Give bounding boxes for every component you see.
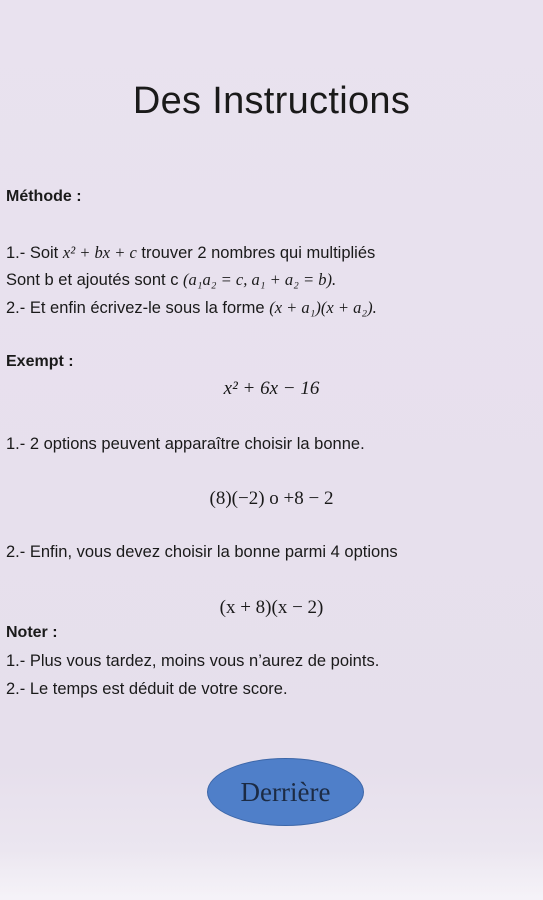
back-button[interactable] (207, 758, 364, 826)
methode-line-3 (6, 298, 377, 318)
example-expression-text: x² + 6x − 16 (223, 378, 320, 399)
example-answer-text: (x + 8)(x − 2) (219, 597, 324, 618)
exempt-heading: Exempt : (6, 353, 74, 370)
methode-line-1-prefix: 1.- Soit (6, 244, 59, 262)
methode-line-1-math: x² + bx + c (62, 243, 137, 262)
methode-line-1-suffix: trouver 2 nombres qui multipliés (141, 244, 376, 262)
exempt-step-1: 1.- 2 options peuvent apparaître choisir la bonne. (6, 435, 365, 453)
methode-line-1 (6, 243, 375, 263)
methode-line-3-prefix: 2.- Et enfin écrivez-le sous la forme (6, 299, 265, 317)
methode-line-2-math: (a₁a₂ = c, a₁ + a₂ = b). (183, 270, 337, 289)
methode-line-2 (6, 270, 336, 290)
methode-line-2-prefix: Sont b et ajoutés sont c (6, 271, 179, 289)
example-expression (0, 378, 543, 400)
exempt-step-2: 2.- Enfin, vous devez choisir la bonne parmi 4 options (6, 543, 398, 561)
back-button-label: Derrière (240, 776, 331, 807)
methode-line-3-math: (x + a₁)(x + a₂). (269, 298, 377, 317)
example-answer (0, 597, 543, 619)
example-options (0, 488, 543, 510)
bottom-fade (0, 850, 543, 900)
example-options-text: (8)(−2) o +8 − 2 (209, 488, 334, 509)
methode-heading: Méthode : (6, 188, 82, 205)
noter-heading: Noter : (6, 624, 58, 641)
page-title: Des Instructions (132, 80, 411, 122)
noter-note-2: 2.- Le temps est déduit de votre score. (6, 680, 288, 698)
noter-note-1: 1.- Plus vous tardez, moins vous n’aurez de points. (6, 652, 380, 670)
